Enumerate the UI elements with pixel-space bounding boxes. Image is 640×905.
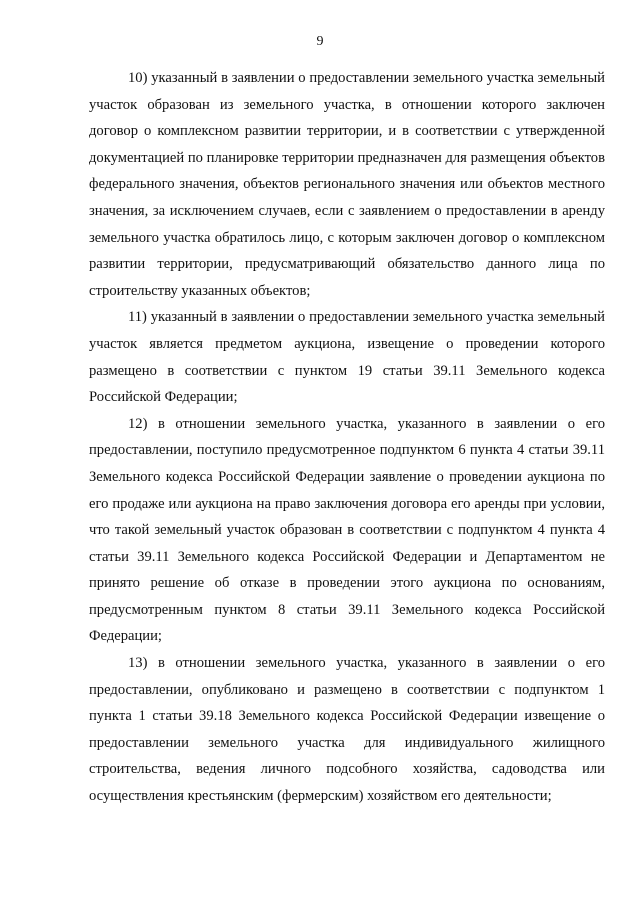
document-body xyxy=(89,65,605,810)
page-number: 9 xyxy=(316,34,324,49)
paragraph-item-12: 12) в отношении земельного участка, указанного в заявлении о его предоставлении, поступило предусмотренное подпунктом 6 пункта 4 статьи 39.11 Земельного кодекса Российской Федерации заявление о проведении аукциона по его продаже или аукциона на право заключения договора его аренды при условии, что такой земельный участок образован в соответствии с подпунктом 4 пункта 4 статьи 39.11 Земельного кодекса Российской Федерации и Департаментом не принято решение об отказе в проведении этого аукциона по основаниям, предусмотренным пунктом 8 статьи 39.11 Земельного кодекса Российской Федерации; xyxy=(89,415,605,645)
paragraph-item-10: 10) указанный в заявлении о предоставлении земельного участка земельный участок образован из земельного участка, в отношении которого заключен договор о комплексном развитии территории, и в соответствии с утвержденной документацией по планировке территории предназначен для размещения объектов федерального значения, объектов регионального значения или объектов местного значения, за исключением случаев, если с заявлением о предоставлении в аренду земельного участка обратилось лицо, с которым заключен договор о комплексном развитии территории, предусматривающий обязательство данного лица по строительству указанных объектов; xyxy=(89,70,605,299)
paragraph-item-11: 11) указанный в заявлении о предоставлении земельного участка земельный участок является предметом аукциона, извещение о проведении которого размещено в соответствии с пунктом 19 статьи 39.11 Земельного кодекса Российской Федерации; xyxy=(89,309,605,406)
paragraph-item-13: 13) в отношении земельного участка, указанного в заявлении о его предоставлении, опубликовано и размещено в соответствии с подпунктом 1 пункта 1 статьи 39.18 Земельного кодекса Российской Федерации извещение о предоставлении земельного участка для индивидуального жилищного строительства, ведения личного подсобного хозяйства, садоводства или осуществления крестьянским (фермерским) хозяйством его деятельности; xyxy=(89,655,605,805)
